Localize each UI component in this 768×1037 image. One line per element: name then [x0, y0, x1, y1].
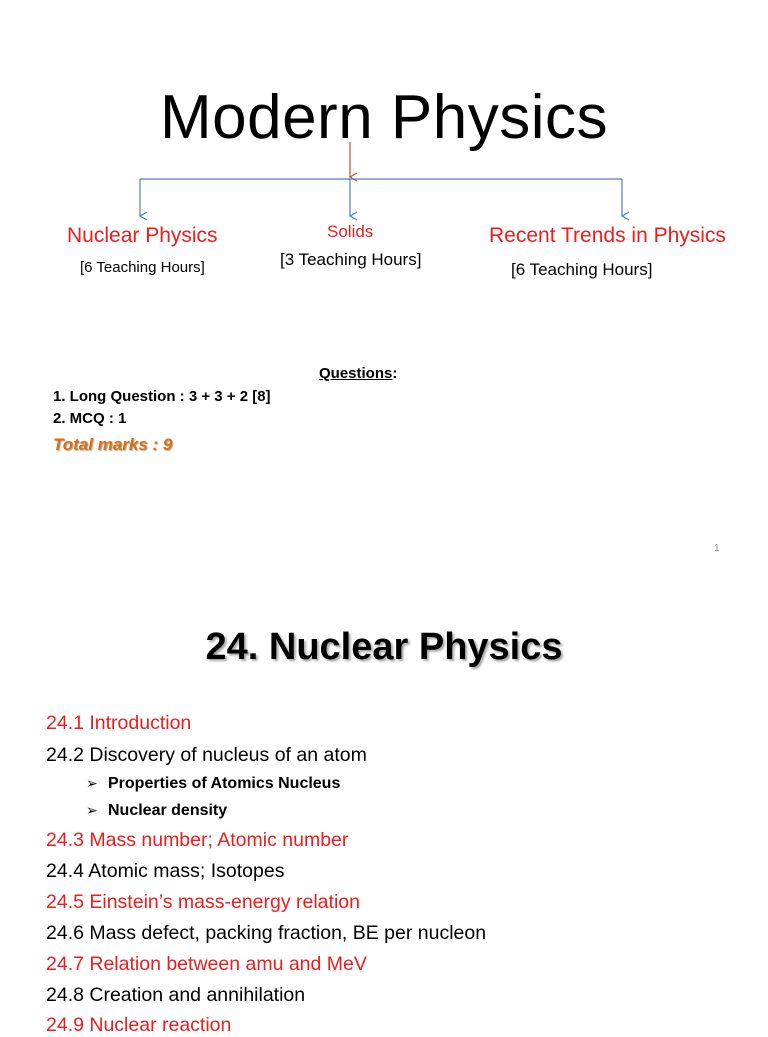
toc-item: 24.8 Creation and annihilation [46, 984, 306, 1006]
question-line: 1. Long Question : 3 + 3 + 2 [8] [53, 388, 271, 405]
branch-hours-trends: [6 Teaching Hours] [511, 260, 653, 279]
slide-number: 1 [714, 543, 720, 554]
total-marks: Total marks : 9 [53, 435, 173, 454]
branch-title-nuclear: Nuclear Physics [67, 224, 218, 247]
branch-hours-nuclear: [6 Teaching Hours] [80, 259, 205, 276]
branch-title-trends: Recent Trends in Physics [489, 224, 726, 247]
toc-item: 24.7 Relation between amu and MeV [46, 953, 367, 975]
slide-title: Modern Physics [159, 83, 609, 152]
toc-item: 24.5 Einstein’s mass-energy relation [46, 891, 360, 913]
toc-item: 24.9 Nuclear reaction [46, 1014, 232, 1036]
arrowhead-bullet-icon: ➢ [86, 802, 98, 818]
arrowhead-bullet-icon: ➢ [86, 775, 98, 791]
branch-hours-solids: [3 Teaching Hours] [280, 250, 422, 269]
table-of-contents [0, 576, 768, 1036]
questions-heading: Questions: [319, 365, 398, 382]
toc-item: 24.3 Mass number; Atomic number [46, 829, 349, 851]
toc-item: 24.4 Atomic mass; Isotopes [46, 860, 285, 882]
toc-item: 24.1 Introduction [46, 712, 192, 734]
branch-title-solids: Solids [327, 222, 374, 241]
slide-nuclear-physics [0, 576, 768, 1036]
toc-subitem [86, 775, 340, 793]
chapter-title: 24. Nuclear Physics [205, 626, 563, 668]
toc-subitem-label: Nuclear density [108, 802, 228, 819]
question-line: 2. MCQ : 1 [53, 410, 127, 427]
toc-item: 24.6 Mass defect, packing fraction, BE per nucleon [46, 922, 487, 944]
toc-subitem [86, 802, 227, 820]
toc-item: 24.2 Discovery of nucleus of an atom [46, 744, 367, 766]
toc-subitem-label: Properties of Atomics Nucleus [108, 775, 341, 792]
